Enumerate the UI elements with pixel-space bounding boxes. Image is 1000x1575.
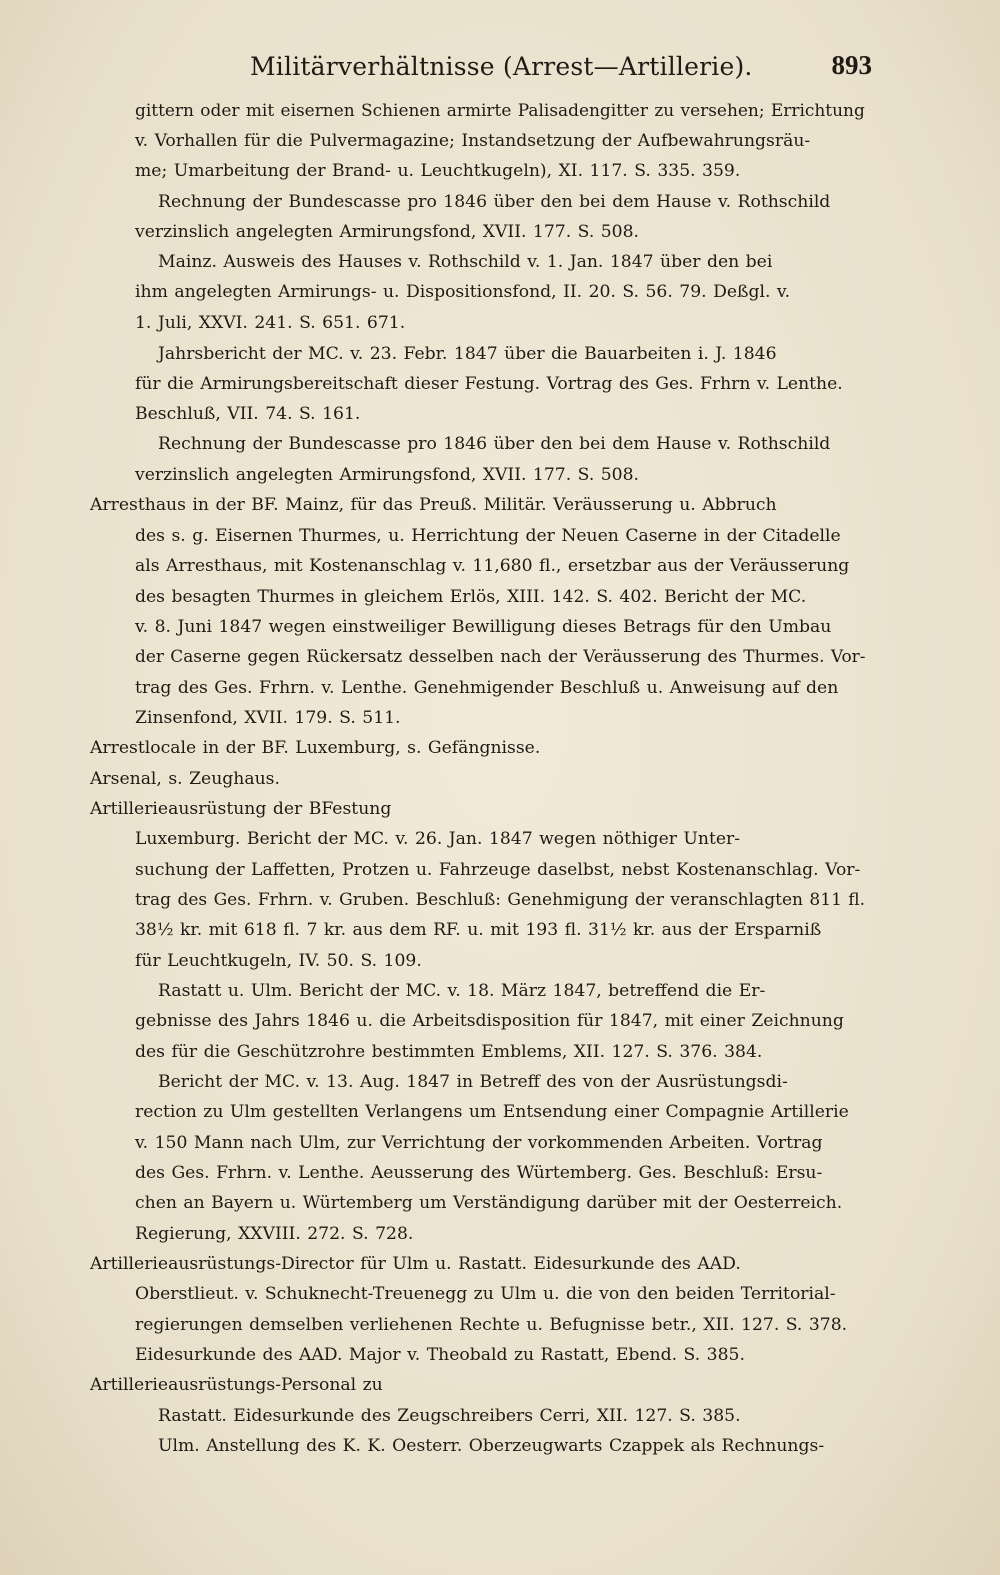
text-line: regierungen demselben verliehenen Rechte u. Befugnisse betr., XII. 127. S. 378. — [135, 1315, 848, 1335]
text-line: Eidesurkunde des AAD. Major v. Theobald zu Rastatt, Ebend. S. 385. — [135, 1345, 745, 1365]
text-line: Mainz. Ausweis des Hauses v. Rothschild v. 1. Jan. 1847 über den bei — [158, 252, 773, 272]
text-line: des besagten Thurmes in gleichem Erlös, XIII. 142. S. 402. Bericht der MC. — [135, 587, 807, 607]
text-line: Arrestlocale in der BF. Luxemburg, s. Gefängnisse. — [90, 738, 541, 758]
text-line: Luxemburg. Bericht der MC. v. 26. Jan. 1847 wegen nöthiger Unter- — [135, 829, 741, 849]
text-line: v. 8. Juni 1847 wegen einstweiliger Bewilligung dieses Betrags für den Umbau — [135, 617, 832, 637]
text-line: des s. g. Eisernen Thurmes, u. Herrichtung der Neuen Caserne in der Citadelle — [135, 526, 841, 546]
text-line: Rechnung der Bundescasse pro 1846 über den bei dem Hause v. Rothschild — [158, 434, 831, 454]
text-line: trag des Ges. Frhrn. v. Lenthe. Genehmigender Beschluß u. Anweisung auf den — [135, 678, 839, 698]
text-line: gittern oder mit eisernen Schienen armirte Palisadengitter zu versehen; Errichtung — [135, 101, 865, 121]
text-line: trag des Ges. Frhrn. v. Gruben. Beschluß: Genehmigung der veranschlagten 811 fl. — [135, 890, 866, 910]
text-line: Arsenal, s. Zeughaus. — [90, 769, 280, 789]
page-number: 893 — [831, 50, 872, 80]
text-line: verzinslich angelegten Armirungsfond, XVII. 177. S. 508. — [135, 465, 640, 485]
running-header — [0, 42, 1000, 92]
text-line: Bericht der MC. v. 13. Aug. 1847 in Betreff des von der Ausrüstungsdi- — [158, 1072, 788, 1092]
text-line: Rastatt. Eidesurkunde des Zeugschreibers Cerri, XII. 127. S. 385. — [158, 1406, 741, 1426]
text-line: 1. Juli, XXVI. 241. S. 651. 671. — [135, 313, 406, 333]
text-line: Rechnung der Bundescasse pro 1846 über den bei dem Hause v. Rothschild — [158, 192, 831, 212]
text-line: chen an Bayern u. Würtemberg um Verständigung darüber mit der Oesterreich. — [135, 1193, 843, 1213]
text-line: Beschluß, VII. 74. S. 161. — [135, 404, 361, 424]
text-line: Jahrsbericht der MC. v. 23. Febr. 1847 über die Bauarbeiten i. J. 1846 — [158, 344, 777, 364]
text-line: des für die Geschützrohre bestimmten Emblems, XII. 127. S. 376. 384. — [135, 1042, 763, 1062]
text-line: 38½ kr. mit 618 fl. 7 kr. aus dem RF. u. mit 193 fl. 31½ kr. aus der Ersparniß — [135, 920, 822, 940]
text-line: gebnisse des Jahrs 1846 u. die Arbeitsdisposition für 1847, mit einer Zeichnung — [135, 1011, 844, 1031]
text-line: Ulm. Anstellung des K. K. Oesterr. Oberzeugwarts Czappek als Rechnungs- — [158, 1436, 825, 1456]
text-line: v. Vorhallen für die Pulvermagazine; Instandsetzung der Aufbewahrungsräu- — [135, 131, 811, 151]
page-title: Militärverhältnisse (Arrest—Artillerie). — [250, 52, 753, 81]
text-line: Artillerieausrüstungs-Director für Ulm u. Rastatt. Eidesurkunde des AAD. — [90, 1254, 741, 1274]
text-line: des Ges. Frhrn. v. Lenthe. Aeusserung des Würtemberg. Ges. Beschluß: Ersu- — [135, 1163, 823, 1183]
text-line: Rastatt u. Ulm. Bericht der MC. v. 18. März 1847, betreffend die Er- — [158, 981, 766, 1001]
text-line: als Arresthaus, mit Kostenanschlag v. 11,680 fl., ersetzbar aus der Veräusserung — [135, 556, 850, 576]
text-line: Oberstlieut. v. Schuknecht-Treuenegg zu Ulm u. die von den beiden Territorial- — [135, 1284, 836, 1304]
text-line: für Leuchtkugeln, IV. 50. S. 109. — [135, 951, 422, 971]
text-line: verzinslich angelegten Armirungsfond, XVII. 177. S. 508. — [135, 222, 640, 242]
text-line: suchung der Laffetten, Protzen u. Fahrzeuge daselbst, nebst Kostenanschlag. Vor- — [135, 860, 861, 880]
text-line: ihm angelegten Armirungs- u. Dispositionsfond, II. 20. S. 56. 79. Deßgl. v. — [135, 282, 791, 302]
text-line: Zinsenfond, XVII. 179. S. 511. — [135, 708, 401, 728]
text-line: Artillerieausrüstung der BFestung — [90, 799, 392, 819]
text-line: Arresthaus in der BF. Mainz, für das Preuß. Militär. Veräusserung u. Abbruch — [90, 495, 777, 515]
text-line: für die Armirungsbereitschaft dieser Festung. Vortrag des Ges. Frhrn v. Lenthe. — [135, 374, 843, 394]
text-line: der Caserne gegen Rückersatz desselben nach der Veräusserung des Thurmes. Vor- — [135, 647, 866, 667]
text-line: rection zu Ulm gestellten Verlangens um Entsendung einer Compagnie Artillerie — [135, 1102, 849, 1122]
text-line: v. 150 Mann nach Ulm, zur Verrichtung der vorkommenden Arbeiten. Vortrag — [135, 1133, 823, 1153]
text-line: Regierung, XXVIII. 272. S. 728. — [135, 1224, 414, 1244]
text-line: Artillerieausrüstungs-Personal zu — [90, 1375, 383, 1395]
text-line: me; Umarbeitung der Brand- u. Leuchtkugeln), XI. 117. S. 335. 359. — [135, 161, 741, 181]
